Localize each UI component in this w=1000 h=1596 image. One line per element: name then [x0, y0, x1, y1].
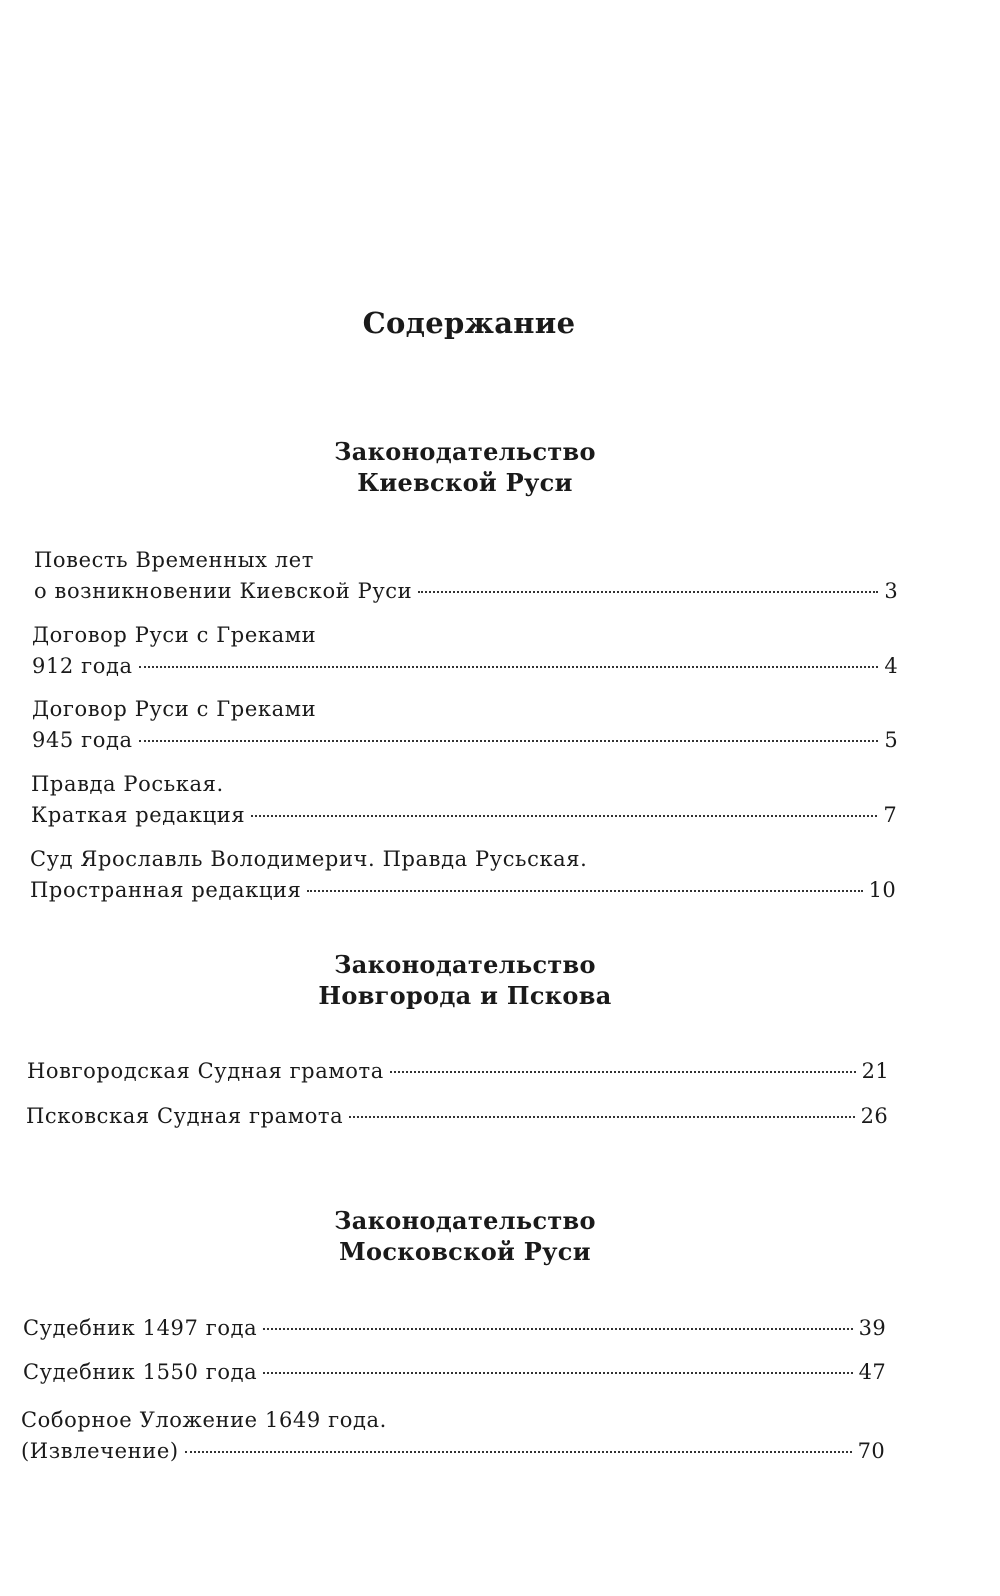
toc-entry-title-line2: о возникновении Киевской Руси	[34, 579, 413, 603]
section-heading-line: Киевской Руси	[357, 468, 573, 497]
toc-entry-page: 10	[868, 878, 896, 902]
toc-entry-page: 26	[860, 1104, 888, 1128]
page-title: Содержание	[362, 306, 576, 340]
toc-entry-sudebnik-1550[interactable]	[23, 1357, 886, 1388]
toc-entry-page: 21	[861, 1059, 889, 1083]
toc-entry-title-line1: Суд Ярославль Володимерич. Правда Русьская.	[30, 847, 588, 871]
toc-entry-dogovor-912[interactable]	[32, 620, 898, 682]
section-heading-novgorod-pskov	[0, 949, 930, 1011]
dot-leader	[251, 815, 877, 817]
toc-entry-title-line1: Договор Руси с Греками	[32, 623, 317, 647]
section-heading-kievan-rus	[0, 436, 930, 498]
toc-entry-pskov-gramota[interactable]	[26, 1101, 888, 1132]
toc-entry-title-line2: 945 года	[32, 728, 133, 752]
section-heading-line: Законодательство	[334, 1206, 596, 1235]
toc-entry-page: 70	[857, 1439, 885, 1463]
section-heading-line: Новгорода и Пскова	[318, 981, 612, 1010]
toc-entry-title-line2: Пространная редакция	[30, 878, 302, 902]
toc-entry-pravda-kratkaya[interactable]	[31, 769, 897, 831]
toc-entry-page: 3	[884, 579, 898, 603]
toc-entry-title-line2: 912 года	[32, 654, 133, 678]
section-heading-moscow-rus	[0, 1205, 930, 1267]
section-heading-line: Законодательство	[334, 950, 596, 979]
toc-entry-title-line2: (Извлечение)	[21, 1439, 179, 1463]
dot-leader	[418, 591, 878, 593]
dot-leader	[139, 740, 879, 742]
toc-entry-title-line1: Повесть Временных лет	[34, 548, 314, 572]
toc-entry-title: Новгородская Судная грамота	[27, 1059, 384, 1083]
toc-entry-page: 47	[858, 1360, 886, 1384]
toc-entry-page: 5	[884, 728, 898, 752]
toc-entry-sudebnik-1497[interactable]	[23, 1313, 886, 1344]
toc-entry-title: Судебник 1497 года	[23, 1316, 258, 1340]
section-heading-line: Законодательство	[334, 437, 596, 466]
toc-entry-povest[interactable]	[34, 545, 898, 607]
toc-entry-dogovor-945[interactable]	[32, 694, 898, 756]
dot-leader	[390, 1071, 856, 1073]
toc-entry-title-line2: Краткая редакция	[31, 803, 246, 827]
toc-entry-pravda-prostrannaya[interactable]	[30, 844, 896, 906]
toc-entry-page: 7	[883, 803, 897, 827]
toc-entry-title-line1: Соборное Уложение 1649 года.	[21, 1408, 387, 1432]
section-heading-line: Московской Руси	[339, 1237, 591, 1266]
dot-leader	[263, 1328, 852, 1330]
toc-entry-page: 4	[884, 654, 898, 678]
dot-leader	[263, 1372, 852, 1374]
toc-entry-page: 39	[858, 1316, 886, 1340]
toc-entry-novgorod-gramota[interactable]	[27, 1056, 889, 1087]
toc-entry-title-line1: Договор Руси с Греками	[32, 697, 317, 721]
toc-entry-title: Псковская Судная грамота	[26, 1104, 344, 1128]
dot-leader	[349, 1116, 854, 1118]
dot-leader	[185, 1451, 852, 1453]
toc-entry-title-line1: Правда Роськая.	[31, 772, 224, 796]
toc-entry-title: Судебник 1550 года	[23, 1360, 258, 1384]
dot-leader	[139, 666, 879, 668]
toc-entry-sobornoe-ulozhenie[interactable]	[21, 1405, 885, 1467]
dot-leader	[307, 890, 862, 892]
